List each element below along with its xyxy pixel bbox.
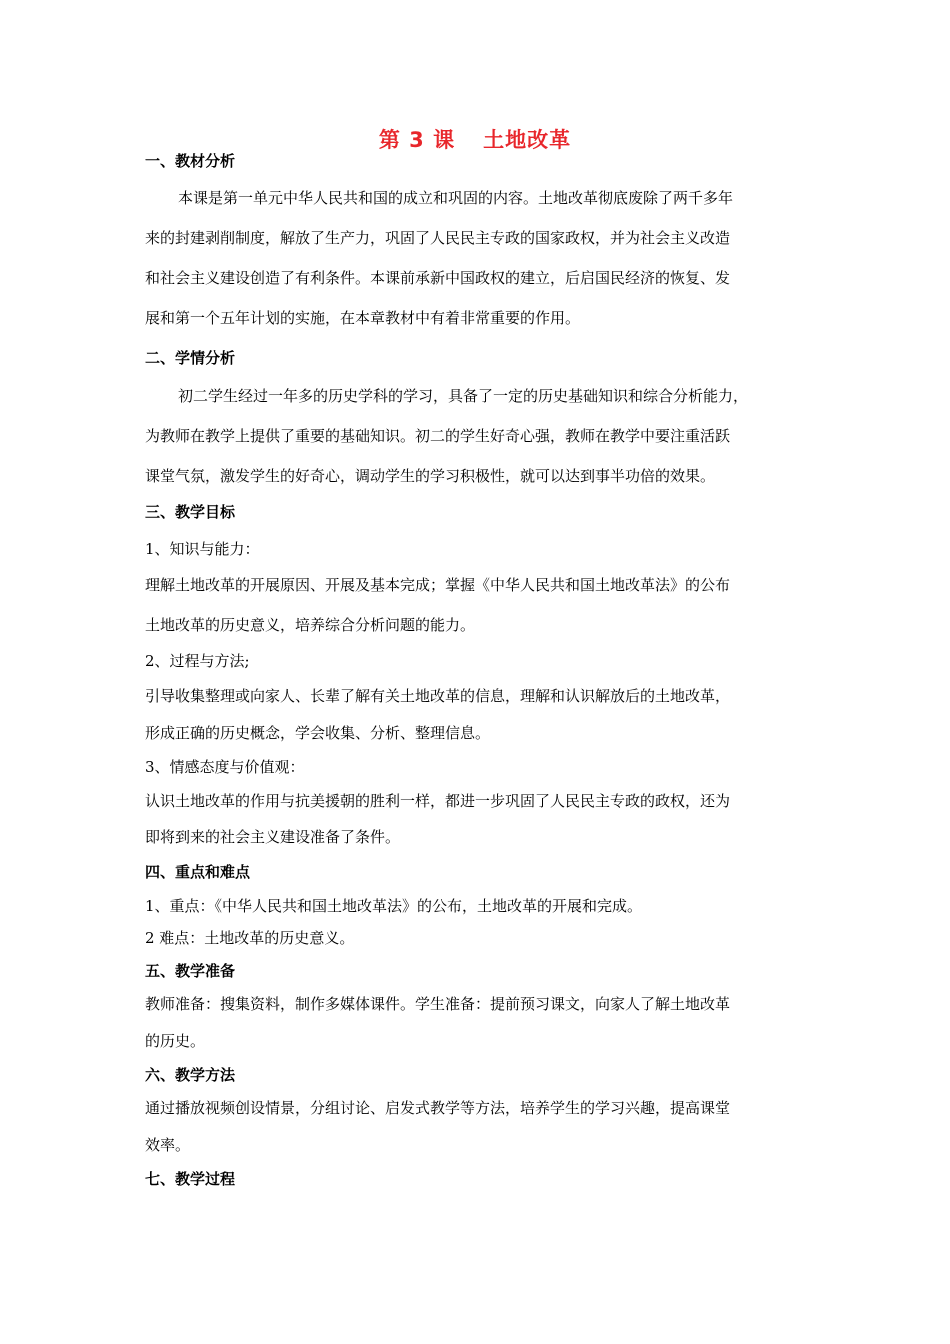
paragraph-line: 本课是第一单元中华人民共和国的成立和巩固的内容。土地改革彻底废除了两千多年 <box>178 189 734 207</box>
paragraph-line: 引导收集整理或向家人、长辈了解有关土地改革的信息，理解和认识解放后的土地改革， <box>145 687 731 705</box>
subsection-label: 2、过程与方法; <box>145 652 250 670</box>
section-heading-5: 五、教学准备 <box>145 962 236 980</box>
lesson-topic: 土地改革 <box>483 128 572 152</box>
subsection-label: 1、知识与能力： <box>145 540 260 558</box>
paragraph-line: 认识土地改革的作用与抗美援朝的胜利一样，都进一步巩固了人民民主专政的政权，还为 <box>145 792 731 810</box>
section-heading-6: 六、教学方法 <box>145 1066 236 1084</box>
paragraph-line: 课堂气氛，激发学生的好奇心，调动学生的学习积极性，就可以达到事半功倍的效果。 <box>145 467 716 485</box>
paragraph-line: 展和第一个五年计划的实施，在本章教材中有着非常重要的作用。 <box>145 309 581 327</box>
paragraph-line: 土地改革的历史意义，培养综合分析问题的能力。 <box>145 616 476 634</box>
paragraph-line: 2 难点：土地改革的历史意义。 <box>145 929 355 947</box>
paragraph-line: 初二学生经过一年多的历史学科的学习，具备了一定的历史基础知识和综合分析能力， <box>178 387 749 405</box>
paragraph-line: 的历史。 <box>145 1032 206 1050</box>
paragraph-line: 为教师在教学上提供了重要的基础知识。初二的学生好奇心强，教师在教学中要注重活跃 <box>145 427 731 445</box>
section-heading-2: 二、学情分析 <box>145 349 236 367</box>
paragraph-line: 形成正确的历史概念，学会收集、分析、整理信息。 <box>145 724 491 742</box>
paragraph-line: 教师准备：搜集资料，制作多媒体课件。学生准备：提前预习课文，向家人了解土地改革 <box>145 995 731 1013</box>
subsection-label: 3、情感态度与价值观： <box>145 758 305 776</box>
lesson-title <box>0 124 950 154</box>
paragraph-line: 理解土地改革的开展原因、开展及基本完成；掌握《中华人民共和国土地改革法》的公布 <box>145 576 731 594</box>
paragraph-line: 通过播放视频创设情景，分组讨论、启发式教学等方法，培养学生的学习兴趣，提高课堂 <box>145 1099 731 1117</box>
paragraph-line: 1、重点：《中华人民共和国土地改革法》的公布，土地改革的开展和完成。 <box>145 897 643 915</box>
paragraph-line: 和社会主义建设创造了有利条件。本课前承新中国政权的建立，后启国民经济的恢复、发 <box>145 269 731 287</box>
paragraph-line: 来的封建剥削制度，解放了生产力，巩固了人民民主专政的国家政权，并为社会主义改造 <box>145 229 731 247</box>
section-heading-3: 三、教学目标 <box>145 503 236 521</box>
paragraph-line: 即将到来的社会主义建设准备了条件。 <box>145 828 401 846</box>
paragraph-line: 效率。 <box>145 1136 191 1154</box>
lesson-number: 第 3 课 <box>378 128 456 152</box>
section-heading-7: 七、教学过程 <box>145 1170 236 1188</box>
section-heading-4: 四、重点和难点 <box>145 863 251 881</box>
section-heading-1: 一、教材分析 <box>145 152 236 170</box>
